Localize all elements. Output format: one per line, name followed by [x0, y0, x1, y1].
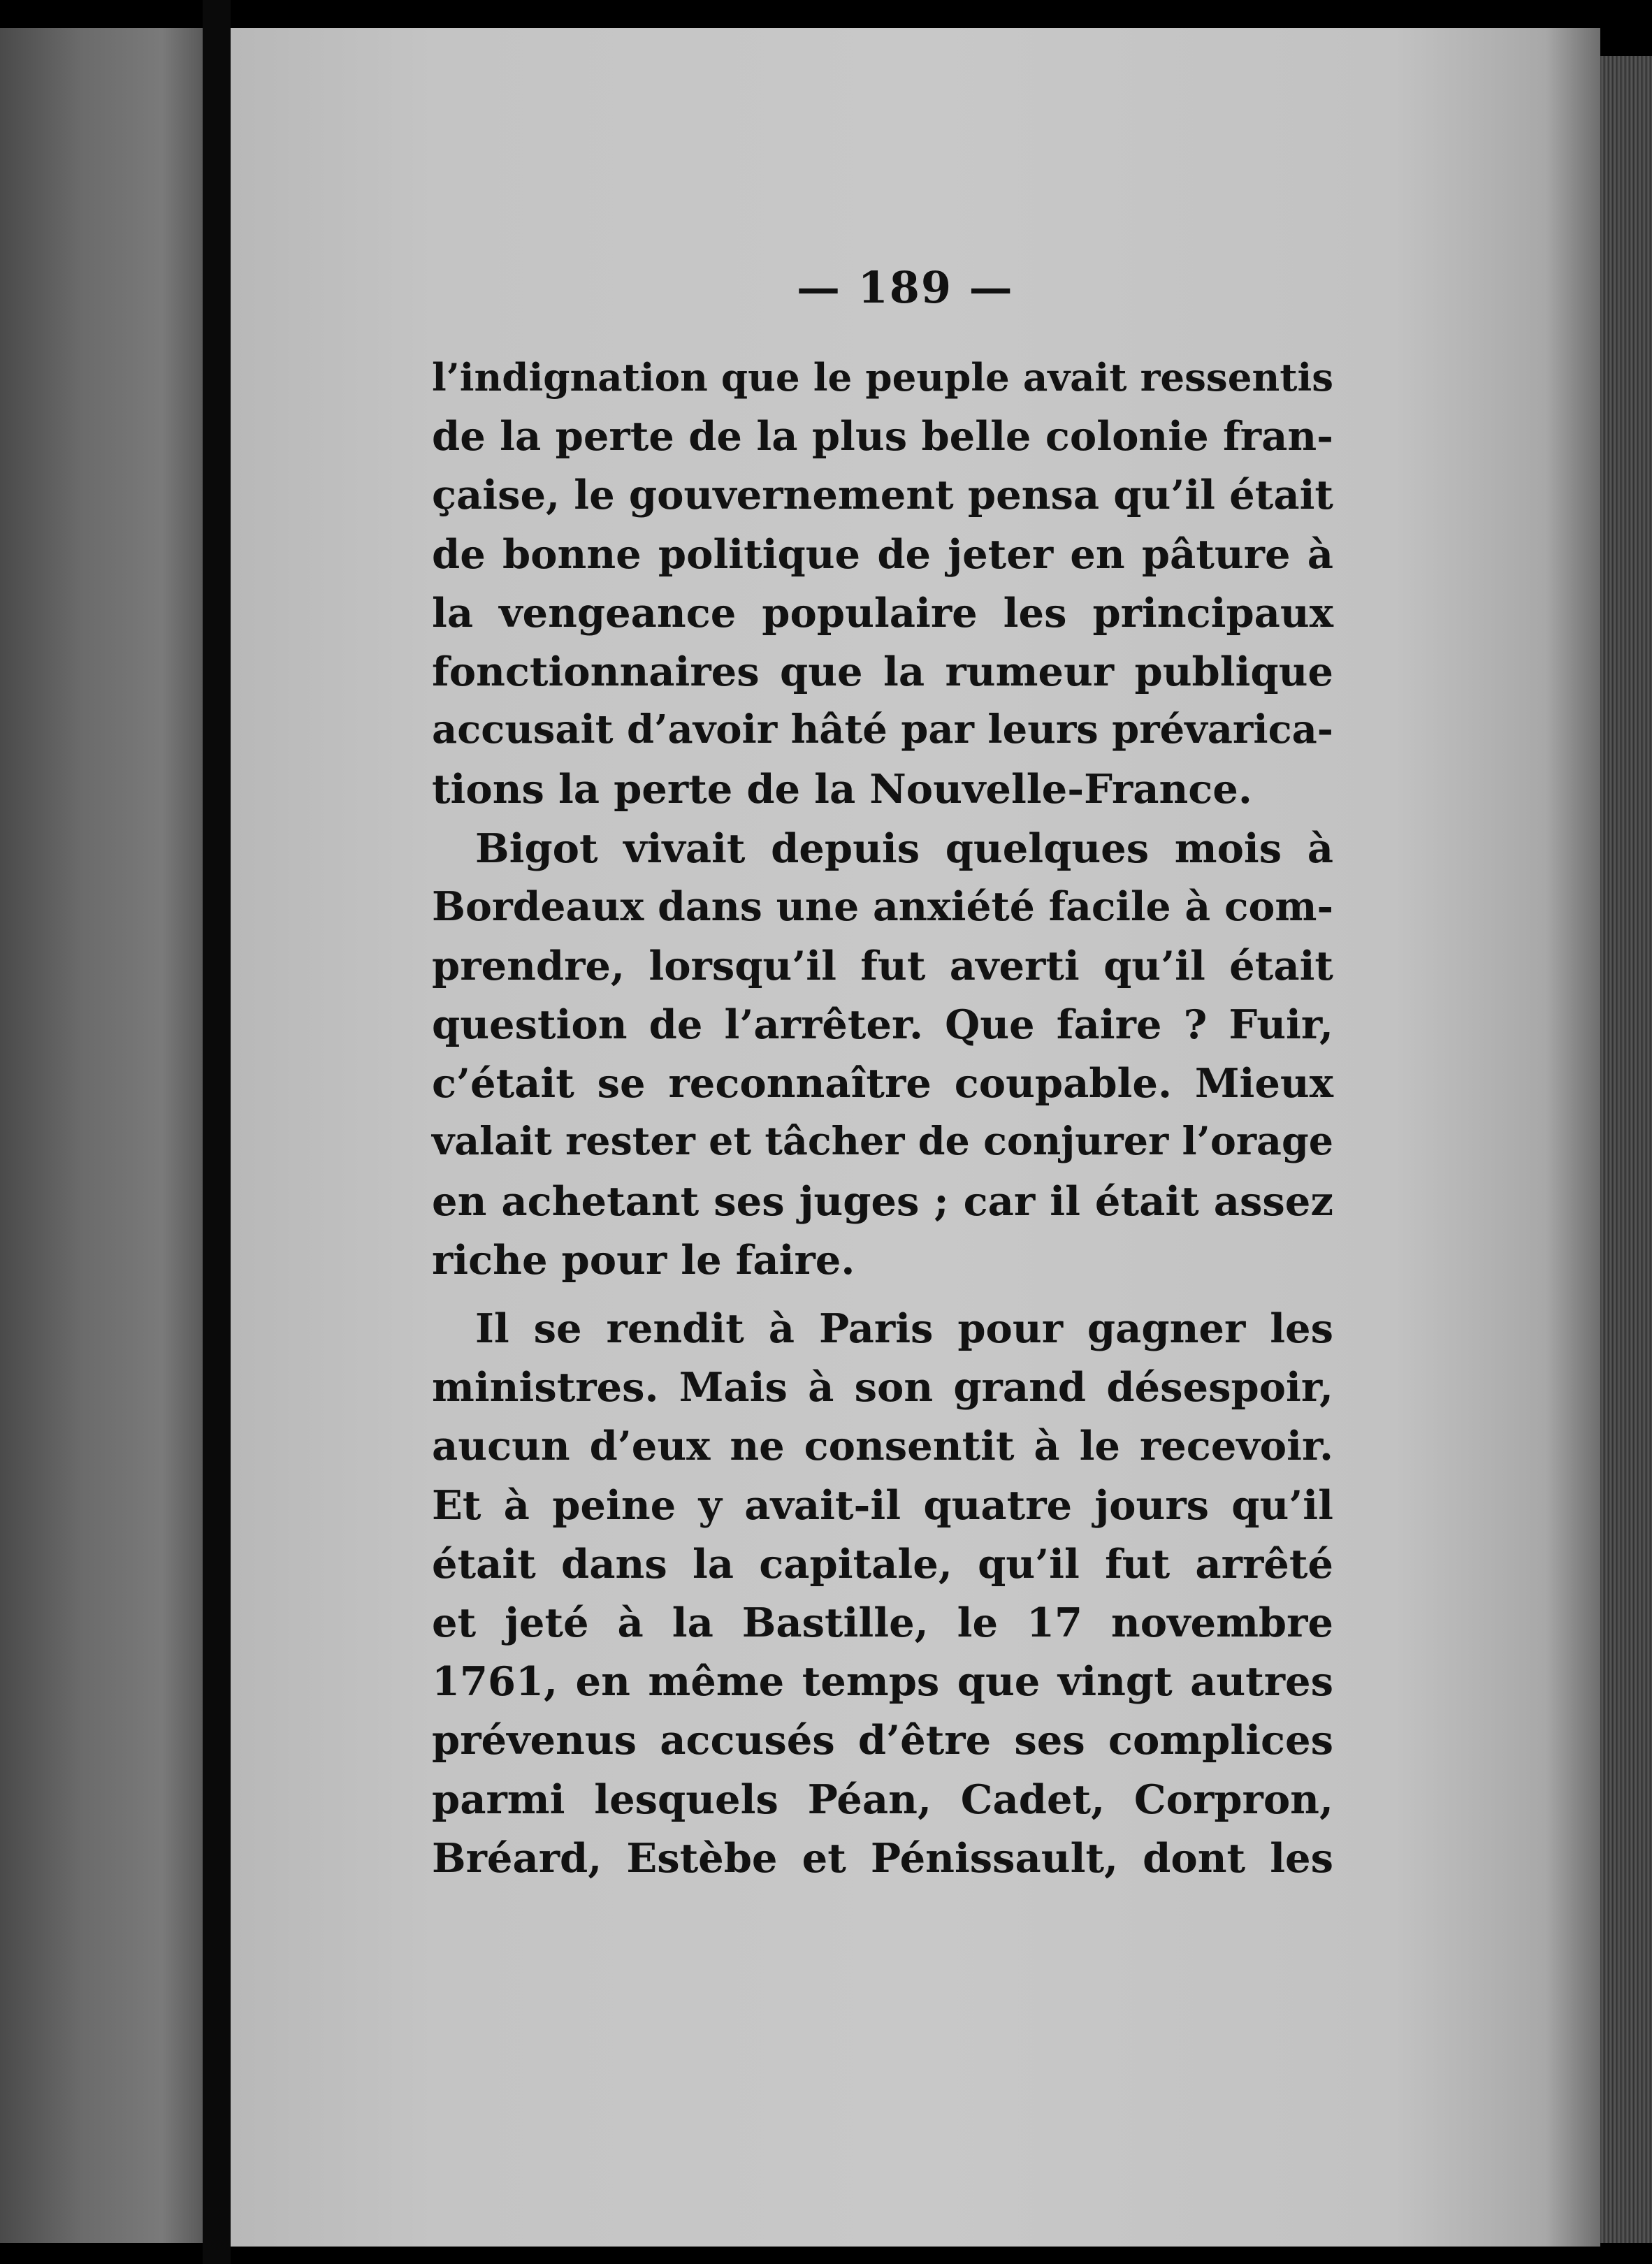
page-stack-edge — [1600, 56, 1652, 2243]
text-line: Bréard, Estèbe et Pénissault, dont les — [432, 1834, 1333, 1882]
text-line: prendre, lorsqu’il fut averti qu’il était — [432, 941, 1333, 989]
text-line: et jeté à la Bastille, le 17 novembre — [432, 1598, 1333, 1646]
text-line: 1761, en même temps que vingt autres — [432, 1657, 1333, 1706]
text-line: aucun d’eux ne consentit à le recevoir. — [432, 1422, 1333, 1470]
left-page-margin — [0, 28, 203, 2243]
page-number: — 189 — — [797, 262, 1014, 313]
text-line: l’indignation que le peuple avait ressentis — [432, 355, 1333, 400]
text-line: Il se rendit à Paris pour gagner les — [475, 1305, 1333, 1352]
text-line: accusait d’avoir hâté par leurs prévarica- — [432, 707, 1333, 753]
text-line: tions la perte de la Nouvelle-France. — [432, 765, 1252, 813]
paragraph-gap — [432, 1289, 1333, 1299]
text-line: de bonne politique de jeter en pâture à — [432, 530, 1333, 578]
text-line: en achetant ses juges ; car il était assez — [432, 1177, 1333, 1225]
paragraph-3 — [432, 1299, 1333, 1887]
text-line: question de l’arrêter. Que faire ? Fuir, — [432, 1001, 1333, 1049]
text-line: était dans la capitale, qu’il fut arrêté — [432, 1539, 1333, 1588]
text-line: la vengeance populaire les principaux — [432, 588, 1333, 637]
text-line: Bigot vivait depuis quelques mois à — [475, 824, 1333, 872]
text-line: c’était se reconnaître coupable. Mieux — [432, 1059, 1333, 1108]
text-line: Bordeaux dans une anxiété facile à com- — [432, 883, 1333, 930]
body-text — [432, 348, 1333, 1887]
paragraph-1 — [432, 348, 1333, 819]
text-line: fonctionnaires que la rumeur publique — [432, 647, 1333, 695]
text-line: ministres. Mais à son grand désespoir, — [432, 1363, 1333, 1412]
text-line: de la perte de la plus belle colonie fran- — [432, 412, 1333, 460]
text-line: Et à peine y avait-il quatre jours qu’il — [432, 1481, 1333, 1529]
text-line: valait rester et tâcher de conjurer l’orage — [432, 1119, 1333, 1165]
text-line: çaise, le gouvernement pensa qu’il était — [432, 471, 1333, 519]
text-line: parmi lesquels Péan, Cadet, Corpron, — [432, 1775, 1333, 1823]
text-line: riche pour le faire. — [432, 1235, 855, 1284]
text-line: prévenus accusés d’être ses complices — [432, 1716, 1333, 1764]
paragraph-2 — [432, 819, 1333, 1290]
book-gutter — [203, 0, 231, 2264]
